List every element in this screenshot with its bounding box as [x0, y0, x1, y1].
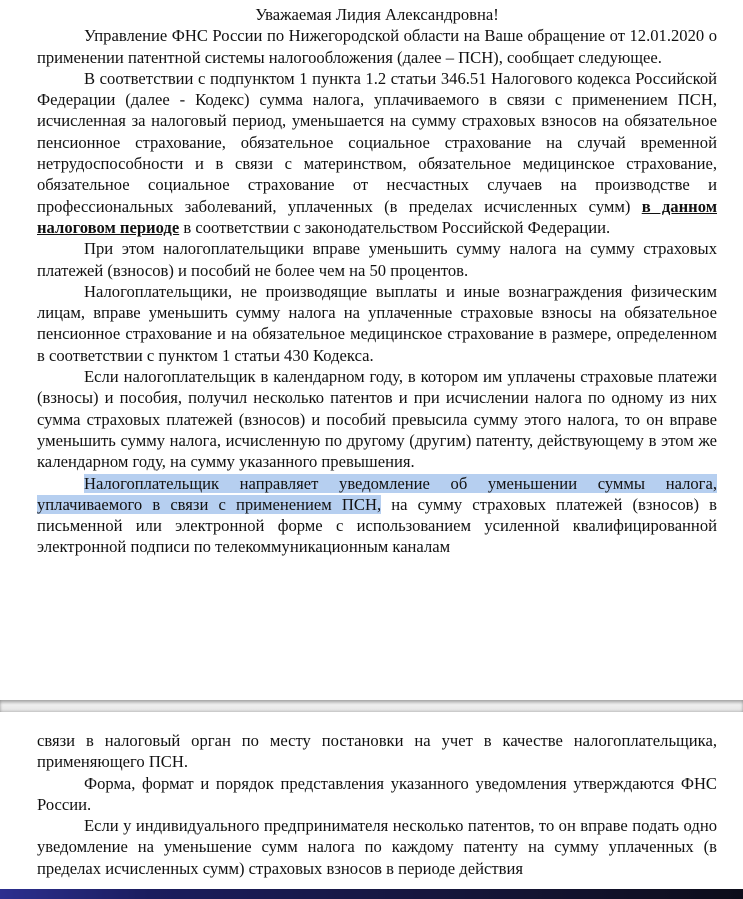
paragraph-notification-continued: связи в налоговый орган по месту постановки на учет в качестве налогоплательщика, применяющего ПСН.	[37, 731, 717, 772]
highlighted-text[interactable]: Налогоплательщик направляет уведомление об уменьшении суммы налога, уплачиваемого в связи с применением ПСН,	[37, 473, 717, 514]
paragraph-limit: При этом налогоплательщики вправе уменьшить сумму налога на сумму страховых платежей (взносов) и пособий не более чем на 50 процентов.	[37, 239, 717, 280]
paragraph-no-payments: Налогоплательщики, не производящие выплаты и иные вознаграждения физическим лицам, вправе уменьшить сумму налога на уплаченные страховые взносы на обязательное пенсионное страхование и на обязательное медицинское страхование в размере, определенном в соответствии с пунктом 1 статьи 430 Кодекса.	[37, 281, 717, 365]
document-page-2	[0, 712, 743, 899]
paragraph-intro: Управление ФНС России по Нижегородской области на Ваше обращение от 12.01.2020 о применении патентной системы налогообложения (далее – ПСН), сообщает следующее.	[37, 26, 717, 67]
taskbar-strip	[0, 889, 743, 899]
letter-body-continued	[37, 730, 717, 879]
paragraph-form: Форма, формат и порядок представления указанного уведомления утверждаются ФНС России.	[37, 773, 717, 814]
paragraph-notification-rest: на сумму страховых платежей (взносов) в письменной или электронной форме с использованием усиленной квалифицированной электронной подписи по телекоммуникационным каналам	[37, 494, 717, 557]
letter-body	[37, 4, 717, 558]
paragraph-entrepreneur: Если у индивидуального предпринимателя несколько патентов, то он вправе подать одно уведомление на уменьшение сумм налога по каждому патенту на сумму уплаченных (в пределах исчисленных сумм) страховых взносов в периоде действия	[37, 816, 717, 878]
paragraph-article-tail: в соответствии с законодательством Российской Федерации.	[183, 217, 611, 237]
paragraph-several-patents: Если налогоплательщик в календарном году, в котором им уплачены страховые платежи (взносы) и пособия, получил несколько патентов и при исчислении налога по одному из них сумма страховых платежей (взносов) и пособий превысила сумму этого налога, то он вправе уменьшить сумму налога, исчисленную по другому (другим) патенту, действующему в этом же календарном году, на сумму указанного превышения.	[37, 367, 717, 472]
paragraph-notification	[37, 473, 717, 558]
paragraph-article	[37, 68, 717, 238]
greeting: Уважаемая Лидия Александровна!	[255, 5, 499, 24]
paragraph-article-text: В соответствии с подпунктом 1 пункта 1.2 статьи 346.51 Налогового кодекса Российской Федерации (далее - Кодекс) сумма налога, уплачиваемого в связи с применением ПСН, исчисленная за налоговый период, уменьшается на сумму страховых взносов на обязательное пенсионное страхование, обязательное социальное страхование на случай временной нетрудоспособности и в связи с материнством, обязательное медицинское страхование, обязательное социальное страхование от несчастных случаев на производстве и профессиональных заболеваний, уплаченных (в пределах исчисленных сумм)	[37, 68, 717, 216]
page-separator	[0, 700, 743, 712]
emphasis-tax-period: в данном налоговом периоде	[37, 196, 717, 237]
